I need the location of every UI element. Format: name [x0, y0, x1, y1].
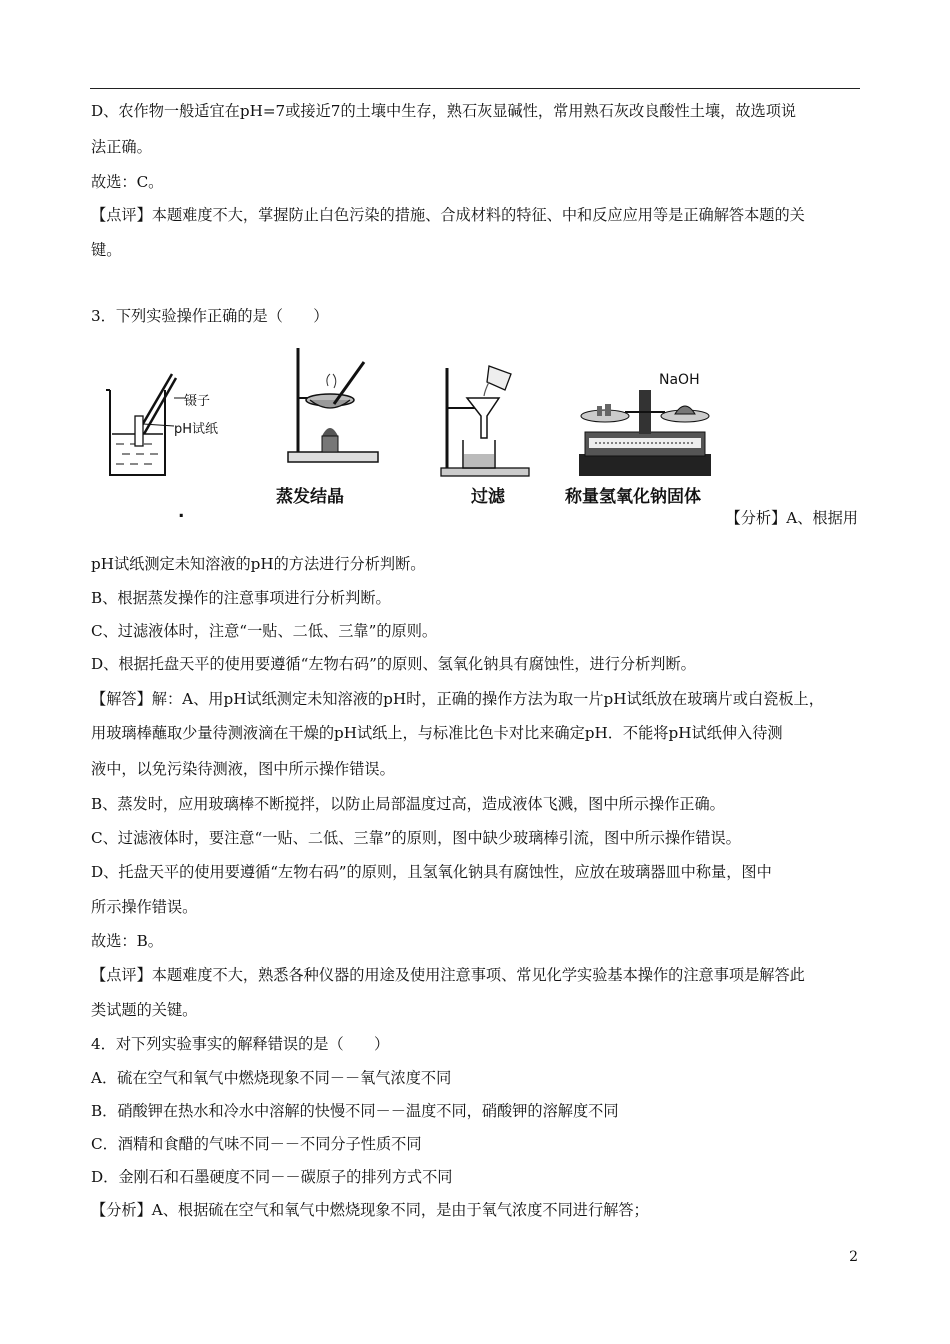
question-3-stem: 3．下列实验操作正确的是（ ） — [91, 307, 329, 325]
tweezers-label: 镊子 — [184, 394, 211, 409]
figure-c-filtration — [435, 360, 535, 507]
text-line: 【分析】A、根据硫在空气和氧气中燃烧现象不同，是由于氧气浓度不同进行解答； — [91, 1201, 649, 1219]
naoh-label: NaOH — [659, 372, 700, 388]
text-line: C、过滤液体时，要注意“一贴、二低、三靠”的原则，图中缺少玻璃棒引流，图中所示操作错误。 — [91, 829, 741, 847]
header-rule — [90, 88, 860, 89]
text-line: D、根据托盘天平的使用要遵循“左物右码”的原则、氢氧化钠具有腐蚀性，进行分析判断。 — [91, 655, 696, 673]
text-line: pH试纸测定未知溶液的pH的方法进行分析判断。 — [91, 555, 426, 573]
text-line: C、过滤液体时，注意“一贴、二低、三靠”的原则。 — [91, 622, 438, 640]
text-line: 所示操作错误。 — [91, 898, 198, 916]
option-d: D．金刚石和石墨硬度不同－－碳原子的排列方式不同 — [91, 1168, 453, 1186]
text-line: 【点评】本题难度不大，掌握防止白色污染的措施、合成材料的特征、中和反应应用等是正确解答本题的关 — [91, 206, 805, 224]
text-line: 键。 — [91, 241, 122, 259]
question-4-stem: 4．对下列实验事实的解释错误的是（ ） — [91, 1035, 390, 1053]
figure-d-weighing — [565, 370, 715, 507]
text-line: D、托盘天平的使用要遵循“左物右码”的原则，且氢氧化钠具有腐蚀性，应放在玻璃器皿中称量，图中 — [91, 863, 772, 881]
text-line: 用玻璃棒蘸取少量待测液滴在干燥的pH试纸上，与标准比色卡对比来确定pH．不能将pH试纸伸入待测 — [91, 724, 783, 742]
figure-a-ph-test — [100, 360, 250, 522]
question-3-figures — [100, 340, 740, 520]
text-line: 法正确。 — [91, 138, 152, 156]
text-line: 【点评】本题难度不大，熟悉各种仪器的用途及使用注意事项、常见化学实验基本操作的注意事项是解答此 — [91, 966, 805, 984]
figure-c-caption: 过滤 — [471, 487, 505, 507]
text-line: 液中，以免污染待测液，图中所示操作错误。 — [91, 760, 395, 778]
ph-paper-label: pH试纸 — [174, 422, 219, 437]
figure-b-caption: 蒸发结晶 — [276, 487, 344, 507]
text-line: 【解答】解：A、用pH试纸测定未知溶液的pH时，正确的操作方法为取一片pH试纸放在玻璃片或白瓷板上， — [91, 690, 824, 708]
evaporation-drawing — [278, 340, 388, 468]
text-line: B、根据蒸发操作的注意事项进行分析判断。 — [91, 589, 391, 607]
figure-a-caption: . — [178, 502, 185, 522]
option-c: C．酒精和食醋的气味不同－－不同分子性质不同 — [91, 1135, 422, 1153]
option-b: B．硝酸钾在热水和冷水中溶解的快慢不同－－温度不同，硝酸钾的溶解度不同 — [91, 1102, 619, 1120]
text-line: 类试题的关键。 — [91, 1001, 198, 1019]
option-a: A．硫在空气和氧气中燃烧现象不同－－氧气浓度不同 — [91, 1069, 452, 1087]
text-line: 故选：C。 — [91, 173, 164, 191]
figure-b-evaporation — [276, 340, 388, 507]
text-line: 故选：B。 — [91, 932, 163, 950]
figure-d-caption: 称量氢氧化钠固体 — [565, 487, 701, 507]
text-line: B、蒸发时，应用玻璃棒不断搅拌，以防止局部温度过高，造成液体飞溅，图中所示操作正确。 — [91, 795, 725, 813]
text-line: 【分析】A、根据用 — [725, 509, 858, 527]
page-number: 2 — [849, 1249, 858, 1265]
filtration-drawing — [435, 360, 535, 478]
text-line: D、农作物一般适宜在pH=7或接近7的土壤中生存，熟石灰显碱性，常用熟石灰改良酸性土壤，故选项说 — [91, 102, 797, 120]
